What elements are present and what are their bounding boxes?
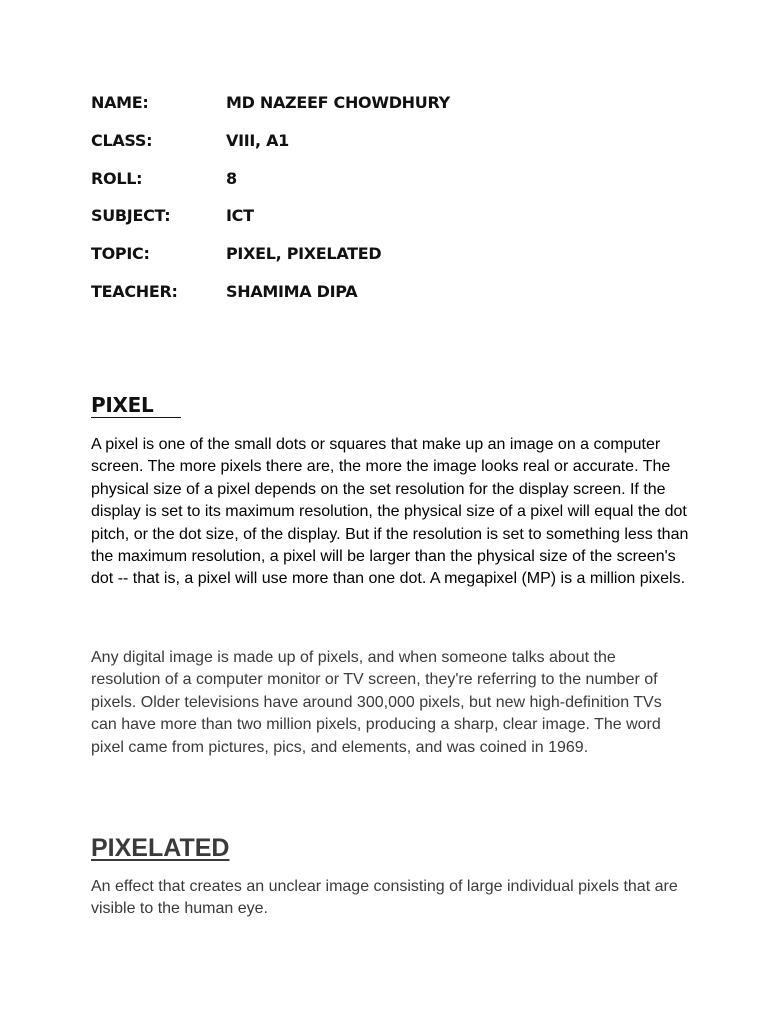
pixel-heading-text: PIXEL bbox=[91, 393, 181, 418]
pixelated-paragraph: An effect that creates an unclear image consisting of large individual pixels that are visible to the human eye. bbox=[91, 878, 678, 918]
info-row-subject bbox=[91, 206, 691, 244]
info-row-name bbox=[91, 93, 691, 131]
student-info-table bbox=[91, 93, 691, 320]
info-value: 8 bbox=[226, 168, 237, 188]
info-value: VIII, A1 bbox=[226, 130, 290, 150]
info-row-topic bbox=[91, 244, 691, 282]
pixelated-heading: PIXELATED bbox=[91, 834, 230, 862]
pixel-paragraph-2: Any digital image is made up of pixels, and when someone talks about the resolution of a computer monitor or TV screen, they're referring to the number of pixels. Older televisions have around 300,000 pixels, but new high-definition TVs can have more than two million pixels, producing a sharp, clear image. The word pixel came from pictures, pics, and elements, and was coined in 1969. bbox=[91, 649, 662, 756]
info-label: ROLL: bbox=[91, 168, 143, 188]
info-row-roll bbox=[91, 169, 691, 207]
info-label: TOPIC: bbox=[91, 244, 150, 264]
info-value: ICT bbox=[226, 206, 254, 226]
info-row-teacher bbox=[91, 282, 691, 320]
info-label: TEACHER: bbox=[91, 281, 178, 301]
info-label: CLASS: bbox=[91, 130, 153, 150]
pixel-heading bbox=[91, 393, 181, 418]
pixel-paragraph-1: A pixel is one of the small dots or squares that make up an image on a computer screen. The more pixels there are, the more the image looks real or accurate. The physical size of a pixel depends on the set resolution for the display screen. If the display is set to its maximum resolution, the physical size of a pixel will equal the dot pitch, or the dot size, of the display. But if the resolution is set to something less than the maximum resolution, a pixel will be larger than the physical size of the screen's dot -- that is, a pixel will use more than one dot. A megapixel (MP) is a million pixels. bbox=[91, 436, 689, 588]
info-row-class bbox=[91, 131, 691, 169]
info-label: SUBJECT: bbox=[91, 206, 171, 226]
info-value: SHAMIMA DIPA bbox=[226, 281, 358, 301]
info-label: NAME: bbox=[91, 93, 149, 112]
info-value: PIXEL, PIXELATED bbox=[226, 244, 382, 264]
info-value: MD NAZEEF CHOWDHURY bbox=[226, 93, 450, 112]
